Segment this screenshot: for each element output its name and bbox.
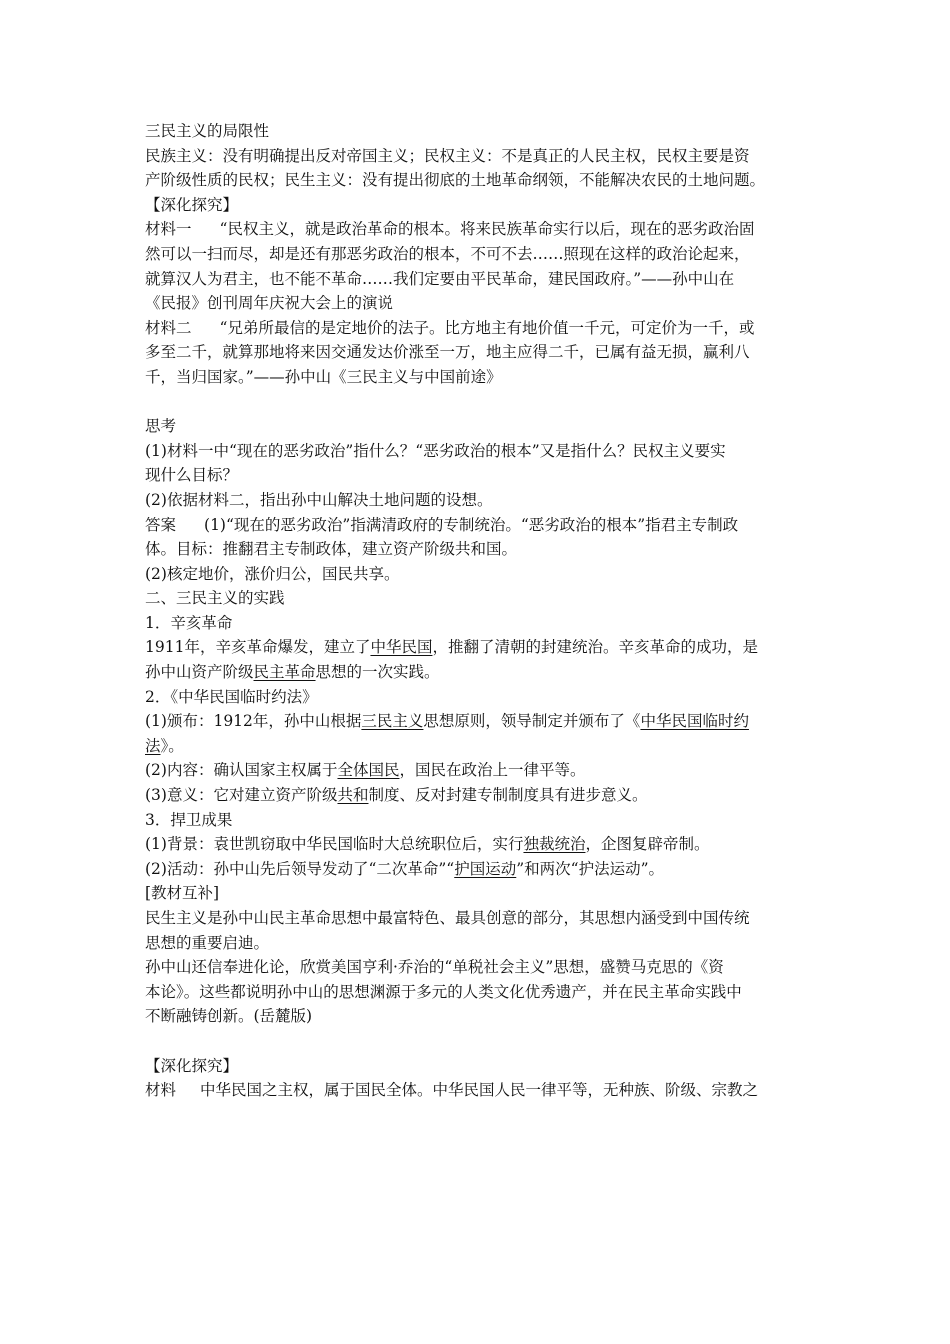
section-label-deep-inquiry: 【深化探究】	[145, 195, 239, 214]
material-one-line: 材料一 “民权主义，就是政治革命的根本。将来民族革命实行以后，现在的恶劣政治固	[145, 220, 755, 239]
blank-line	[145, 1029, 810, 1054]
underlined-term: 法	[145, 736, 161, 755]
paragraph-line: 《民报》创刊周年庆祝大会上的演说	[145, 294, 394, 313]
paragraph-line: 孙中山资产阶级民主革命思想的一次实践。	[145, 663, 440, 682]
section-heading-practice: 二、三民主义的实践	[145, 589, 285, 608]
subheading-xinhai: 1．辛亥革命	[145, 613, 233, 632]
heading-think: 思考	[145, 417, 177, 436]
paragraph-line: (2)内容：确认国家主权属于全体国民，国民在政治上一律平等。	[145, 761, 586, 780]
material-label: 材料一	[145, 220, 192, 239]
paragraph-line: 民族主义：没有明确提出反对帝国主义；民权主义：不是真正的人民主权，民权主要是资	[145, 146, 750, 165]
paragraph-line: 多至二千，就算那地将来因交通发达价涨至一万，地主应得二千，已属有益无损，赢利八	[145, 343, 750, 362]
paragraph-line: (3)意义：它对建立资产阶级共和制度、反对封建专制制度具有进步意义。	[145, 786, 648, 805]
underlined-term: 民主革命	[253, 663, 316, 682]
paragraph-line: 1911年，辛亥革命爆发，建立了中华民国，推翻了清朝的封建统治。辛亥革命的成功，是	[145, 638, 758, 657]
answer-label: 答案	[145, 515, 177, 534]
question-line: 现什么目标？	[145, 466, 239, 485]
paragraph-line: 思想的重要启迪。	[145, 933, 270, 952]
paragraph-line: (1)颁布：1912年，孙中山根据三民主义思想原则，领导制定并颁布了《中华民国临时约	[145, 712, 749, 731]
paragraph-line: (1)背景：袁世凯窃取中华民国临时大总统职位后，实行独裁统治，企图复辟帝制。	[145, 835, 710, 854]
paragraph-line: 千，当归国家。”——孙中山《三民主义与中国前途》	[145, 367, 502, 386]
underlined-term: 护国运动	[454, 859, 517, 878]
paragraph-line: (2)活动：孙中山先后领导发动了“二次革命”“护国运动”和两次“护法运动”。	[145, 859, 665, 878]
paragraph-line: 法》。	[145, 736, 184, 755]
paragraph-line: 就算汉人为君主，也不能不革命……我们定要由平民革命，建民国政府。”——孙中山在	[145, 269, 735, 288]
subheading-defend-results: 3．捍卫成果	[145, 810, 233, 829]
paragraph-line: 孙中山还信奉进化论，欣赏美国亨利·乔治的“单税社会主义”思想，盛赞马克思的《资	[145, 958, 724, 977]
paragraph-line: 民生主义是孙中山民主革命思想中最富特色、最具创意的部分，其思想内涵受到中国传统	[145, 909, 750, 927]
answer-line: 答案 (1)“现在的恶劣政治”指满清政府的专制统治。“恶劣政治的根本”指君主专制政	[145, 515, 739, 534]
paragraph-line: 本论》。这些都说明孙中山的思想渊源于多元的人类文化优秀遗产，并在民主革命实践中	[145, 982, 742, 1001]
underlined-term: 独裁统治	[523, 835, 586, 854]
underlined-term: 三民主义	[361, 712, 424, 731]
material-label: 材料	[145, 1081, 177, 1100]
section-label-textbook-supplement: [教材互补]	[145, 884, 220, 903]
underlined-term: 中华民国临时约	[640, 712, 749, 731]
heading-limitations: 三民主义的局限性	[145, 122, 270, 140]
answer-line: 体。目标：推翻君主专制政体，建立资产阶级共和国。	[145, 540, 518, 559]
underlined-term: 共和	[337, 786, 369, 805]
paragraph-line: 产阶级性质的民权；民生主义：没有提出彻底的土地革命纲领，不能解决农民的土地问题。	[145, 171, 766, 190]
question-line: (1)材料一中“现在的恶劣政治”指什么？“恶劣政治的根本”又是指什么？民权主义要实	[145, 441, 726, 460]
answer-line: (2)核定地价，涨价归公，国民共享。	[145, 564, 400, 583]
blank-line	[145, 390, 810, 415]
material-label: 材料二	[145, 318, 192, 337]
underlined-term: 全体国民	[337, 761, 400, 780]
section-label-deep-inquiry: 【深化探究】	[145, 1056, 239, 1075]
subheading-provisional-constitution: 2．《中华民国临时约法》	[145, 687, 318, 706]
underlined-term: 中华民国	[370, 638, 433, 657]
paragraph-line: 然可以一扫而尽，却是还有那恶劣政治的根本，不可不去……照现在这样的政治论起来，	[145, 244, 750, 263]
material-two-line: 材料二 “兄弟所最信的是定地价的法子。比方地主有地价值一千元，可定价为一千，或	[145, 318, 755, 337]
document-body	[145, 119, 810, 1103]
question-line: (2)依据材料二，指出孙中山解决土地问题的设想。	[145, 490, 493, 509]
material-line: 材料 中华民国之主权，属于国民全体。中华民国人民一律平等，无种族、阶级、宗教之	[145, 1081, 759, 1100]
paragraph-line: 不断融铸创新。(岳麓版)	[145, 1007, 313, 1026]
